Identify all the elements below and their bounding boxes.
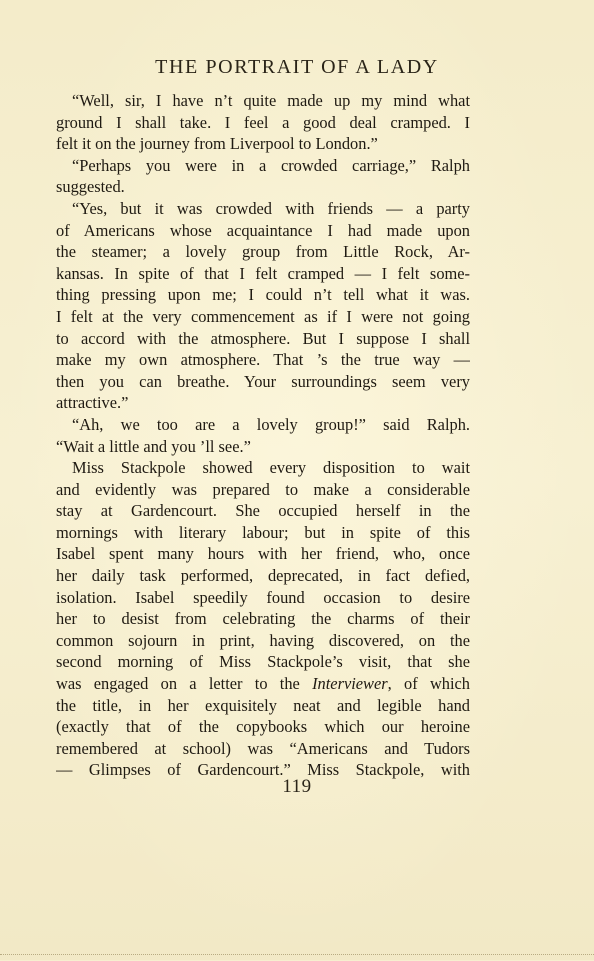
- text-line: then you can breathe. Your surroundings seem very: [56, 371, 470, 391]
- text-line: the steamer; a lovely group from Little Rock, Ar-: [56, 242, 470, 262]
- text-line: ground I shall take. I feel a good deal cramped. I: [56, 112, 470, 132]
- text-line: “Wait a little and you ’ll see.”: [56, 436, 251, 456]
- text-line: “Ah, we too are a lovely group!” said Ralph.: [72, 414, 470, 434]
- text-line: thing pressing upon me; I could n’t tell what it was.: [56, 285, 470, 305]
- text-line: “Perhaps you were in a crowded carriage,” Ralph: [72, 155, 470, 175]
- text-line: was engaged on a letter to the Interviewer, of which: [56, 674, 470, 694]
- text-line: her to desist from celebrating the charms of their: [56, 609, 470, 629]
- text-line: felt it on the journey from Liverpool to London.”: [56, 134, 378, 154]
- text-line: mornings with literary labour; but in spite of this: [56, 522, 470, 542]
- text-line: — Glimpses of Gardencourt.” Miss Stackpole, with: [56, 760, 470, 780]
- text-line: make my own atmosphere. That ’s the true way —: [56, 350, 470, 370]
- body-text: [56, 90, 470, 781]
- text-line: common sojourn in print, having discovered, on the: [56, 630, 470, 650]
- text-line: to accord with the atmosphere. But I suppose I shall: [56, 328, 470, 348]
- text-line: the title, in her exquisitely neat and legible hand: [56, 695, 470, 715]
- text-line: remembered at school) was “Americans and Tudors: [56, 738, 470, 758]
- text-line: her daily task performed, deprecated, in fact defied,: [56, 566, 470, 586]
- text-line: isolation. Isabel speedily found occasion to desire: [56, 587, 470, 607]
- text-line: kansas. In spite of that I felt cramped — I felt some-: [56, 263, 470, 283]
- text-line: I felt at the very commencement as if I were not going: [56, 306, 470, 326]
- text-line: (exactly that of the copybooks which our heroine: [56, 717, 470, 737]
- page-number: 119: [282, 776, 312, 797]
- running-head: THE PORTRAIT OF A LADY: [155, 56, 439, 78]
- text-line: “Well, sir, I have n’t quite made up my mind what: [72, 91, 470, 110]
- text-line: attractive.”: [56, 393, 129, 413]
- text-line: and evidently was prepared to make a considerable: [56, 479, 470, 499]
- text-line: of Americans whose acquaintance I had made upon: [56, 220, 470, 240]
- text-line: “Yes, but it was crowded with friends — a party: [72, 198, 470, 218]
- text-line: stay at Gardencourt. She occupied herself in the: [56, 501, 470, 521]
- italic-title: Interviewer: [312, 674, 388, 694]
- text-line: second morning of Miss Stackpole’s visit, that she: [56, 652, 470, 672]
- text-line: Miss Stackpole showed every disposition to wait: [72, 458, 470, 478]
- text-line: Isabel spent many hours with her friend, who, once: [56, 544, 470, 564]
- text-line: suggested.: [56, 177, 125, 197]
